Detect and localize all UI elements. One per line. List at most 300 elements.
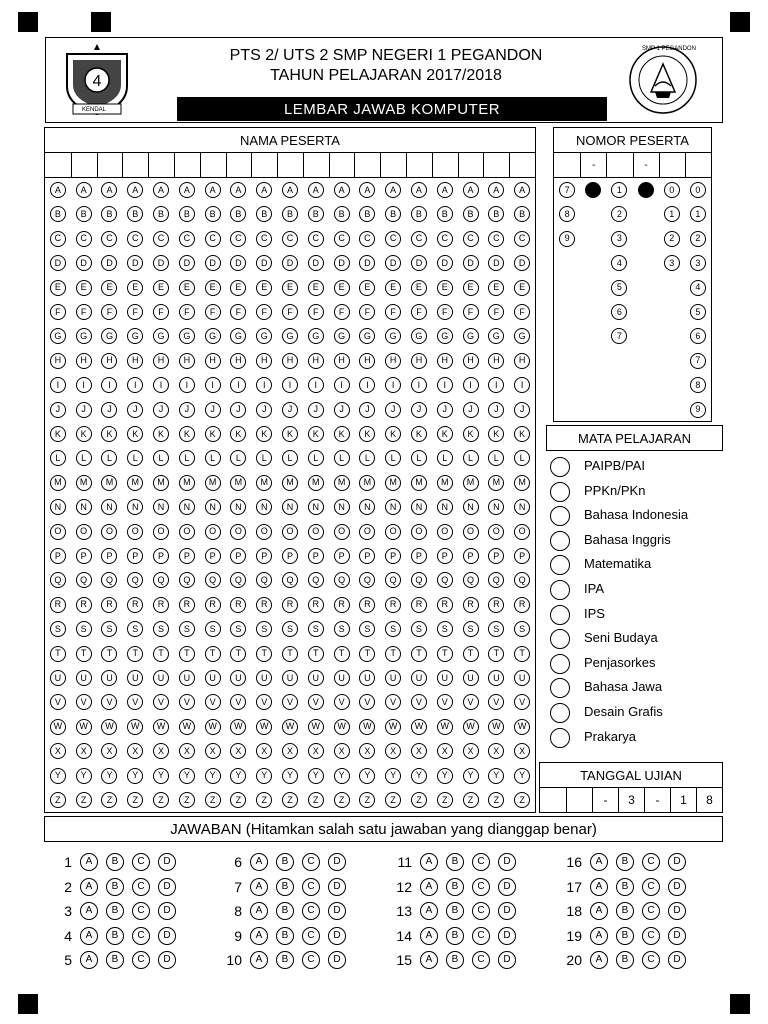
answer-bubble-c[interactable]: C [132, 878, 150, 896]
nama-bubble-e[interactable]: E [411, 280, 427, 296]
nama-bubble-y[interactable]: Y [282, 768, 298, 784]
nama-bubble-b[interactable]: B [514, 206, 530, 222]
nama-bubble-n[interactable]: N [256, 499, 272, 515]
nama-bubble-v[interactable]: V [205, 694, 221, 710]
nama-bubble-x[interactable]: X [153, 743, 169, 759]
nama-bubble-e[interactable]: E [205, 280, 221, 296]
subject-option[interactable] [546, 553, 723, 575]
answer-bubble-d[interactable]: D [668, 927, 686, 945]
nama-bubble-d[interactable]: D [411, 255, 427, 271]
nama-bubble-v[interactable]: V [50, 694, 66, 710]
nama-bubble-e[interactable]: E [230, 280, 246, 296]
nomor-bubble-8[interactable]: 8 [690, 377, 706, 393]
nama-bubble-r[interactable]: R [463, 597, 479, 613]
nama-bubble-h[interactable]: H [153, 353, 169, 369]
nomor-digit-box[interactable]: - [633, 153, 659, 177]
nama-bubble-y[interactable]: Y [205, 768, 221, 784]
nama-bubble-i[interactable]: I [385, 377, 401, 393]
nomor-bubble-9[interactable]: 9 [559, 231, 575, 247]
nama-bubble-u[interactable]: U [101, 670, 117, 686]
nama-bubble-k[interactable]: K [127, 426, 143, 442]
nama-bubble-i[interactable]: I [359, 377, 375, 393]
nama-bubble-c[interactable]: C [101, 231, 117, 247]
nama-bubble-m[interactable]: M [127, 475, 143, 491]
nama-bubble-k[interactable]: K [179, 426, 195, 442]
nama-bubble-i[interactable]: I [463, 377, 479, 393]
nama-bubble-i[interactable]: I [514, 377, 530, 393]
nama-bubble-t[interactable]: T [463, 646, 479, 662]
subject-option[interactable] [546, 455, 723, 477]
nama-bubble-m[interactable]: M [308, 475, 324, 491]
nama-bubble-z[interactable]: Z [50, 792, 66, 808]
nama-bubble-x[interactable]: X [334, 743, 350, 759]
nama-bubble-v[interactable]: V [153, 694, 169, 710]
nama-bubble-a[interactable]: A [205, 182, 221, 198]
nama-bubble-g[interactable]: G [101, 328, 117, 344]
answer-bubble-b[interactable]: B [616, 902, 634, 920]
nama-bubble-q[interactable]: Q [205, 572, 221, 588]
nama-bubble-f[interactable]: F [179, 304, 195, 320]
nama-bubble-a[interactable]: A [127, 182, 143, 198]
nomor-bubble-7[interactable]: 7 [690, 353, 706, 369]
answer-bubble-b[interactable]: B [276, 853, 294, 871]
nama-bubble-t[interactable]: T [308, 646, 324, 662]
nama-bubble-n[interactable]: N [282, 499, 298, 515]
nama-bubble-w[interactable]: W [76, 719, 92, 735]
nama-bubble-w[interactable]: W [514, 719, 530, 735]
nama-bubble-s[interactable]: S [411, 621, 427, 637]
nama-bubble-n[interactable]: N [153, 499, 169, 515]
nama-bubble-w[interactable]: W [282, 719, 298, 735]
nama-bubble-h[interactable]: H [463, 353, 479, 369]
nama-bubble-z[interactable]: Z [334, 792, 350, 808]
nama-bubble-w[interactable]: W [437, 719, 453, 735]
nama-bubble-s[interactable]: S [101, 621, 117, 637]
nama-bubble-b[interactable]: B [359, 206, 375, 222]
nama-bubble-u[interactable]: U [385, 670, 401, 686]
nama-bubble-y[interactable]: Y [411, 768, 427, 784]
nama-bubble-j[interactable]: J [205, 402, 221, 418]
nama-bubble-w[interactable]: W [179, 719, 195, 735]
nama-bubble-h[interactable]: H [514, 353, 530, 369]
nama-bubble-c[interactable]: C [308, 231, 324, 247]
nama-bubble-s[interactable]: S [153, 621, 169, 637]
nama-bubble-a[interactable]: A [179, 182, 195, 198]
nama-bubble-q[interactable]: Q [385, 572, 401, 588]
nama-bubble-n[interactable]: N [334, 499, 350, 515]
nomor-bubble-1[interactable]: 1 [690, 206, 706, 222]
answer-bubble-a[interactable]: A [590, 951, 608, 969]
tanggal-box[interactable]: - [592, 788, 618, 812]
nama-bubble-l[interactable]: L [101, 450, 117, 466]
nama-bubble-l[interactable]: L [437, 450, 453, 466]
nama-bubble-f[interactable]: F [153, 304, 169, 320]
subject-option[interactable] [546, 529, 723, 551]
nama-bubble-y[interactable]: Y [230, 768, 246, 784]
nama-bubble-c[interactable]: C [127, 231, 143, 247]
nama-bubble-h[interactable]: H [256, 353, 272, 369]
nama-bubble-t[interactable]: T [411, 646, 427, 662]
nama-bubble-d[interactable]: D [256, 255, 272, 271]
nama-bubble-k[interactable]: K [76, 426, 92, 442]
nama-bubble-g[interactable]: G [230, 328, 246, 344]
nama-bubble-d[interactable]: D [230, 255, 246, 271]
answer-bubble-c[interactable]: C [642, 902, 660, 920]
nama-bubble-l[interactable]: L [256, 450, 272, 466]
nama-bubble-o[interactable]: O [282, 524, 298, 540]
nama-bubble-p[interactable]: P [230, 548, 246, 564]
nama-bubble-c[interactable]: C [256, 231, 272, 247]
nama-bubble-v[interactable]: V [385, 694, 401, 710]
nama-bubble-r[interactable]: R [308, 597, 324, 613]
nama-bubble-u[interactable]: U [282, 670, 298, 686]
nama-bubble-i[interactable]: I [179, 377, 195, 393]
nama-bubble-p[interactable]: P [127, 548, 143, 564]
nama-bubble-h[interactable]: H [101, 353, 117, 369]
nama-bubble-l[interactable]: L [514, 450, 530, 466]
answer-bubble-b[interactable]: B [276, 927, 294, 945]
nama-bubble-i[interactable]: I [308, 377, 324, 393]
answer-bubble-d[interactable]: D [328, 902, 346, 920]
subject-bubble[interactable] [550, 555, 570, 575]
nama-bubble-m[interactable]: M [385, 475, 401, 491]
nama-bubble-z[interactable]: Z [230, 792, 246, 808]
nama-bubble-e[interactable]: E [385, 280, 401, 296]
nama-bubble-x[interactable]: X [282, 743, 298, 759]
nama-bubble-t[interactable]: T [230, 646, 246, 662]
nama-bubble-n[interactable]: N [437, 499, 453, 515]
nomor-bubble-7[interactable]: 7 [559, 182, 575, 198]
nama-bubble-j[interactable]: J [385, 402, 401, 418]
nama-bubble-y[interactable]: Y [334, 768, 350, 784]
nama-bubble-d[interactable]: D [205, 255, 221, 271]
nama-bubble-f[interactable]: F [385, 304, 401, 320]
nama-bubble-p[interactable]: P [256, 548, 272, 564]
nama-bubble-i[interactable]: I [205, 377, 221, 393]
answer-bubble-a[interactable]: A [420, 902, 438, 920]
nama-bubble-t[interactable]: T [127, 646, 143, 662]
nama-bubble-k[interactable]: K [205, 426, 221, 442]
nama-bubble-z[interactable]: Z [488, 792, 504, 808]
nomor-bubble-2[interactable]: 2 [611, 206, 627, 222]
nama-bubble-u[interactable]: U [179, 670, 195, 686]
nama-bubble-k[interactable]: K [385, 426, 401, 442]
nama-bubble-m[interactable]: M [50, 475, 66, 491]
answer-bubble-c[interactable]: C [472, 853, 490, 871]
nama-bubble-h[interactable]: H [334, 353, 350, 369]
nama-bubble-p[interactable]: P [463, 548, 479, 564]
answer-bubble-c[interactable]: C [302, 902, 320, 920]
nama-bubble-s[interactable]: S [437, 621, 453, 637]
nama-bubble-y[interactable]: Y [359, 768, 375, 784]
nama-bubble-r[interactable]: R [50, 597, 66, 613]
nama-bubble-d[interactable]: D [179, 255, 195, 271]
nama-bubble-x[interactable]: X [76, 743, 92, 759]
nama-bubble-w[interactable]: W [127, 719, 143, 735]
tanggal-box[interactable] [566, 788, 592, 812]
nama-bubble-c[interactable]: C [50, 231, 66, 247]
nama-bubble-x[interactable]: X [514, 743, 530, 759]
nama-bubble-a[interactable]: A [230, 182, 246, 198]
answer-bubble-b[interactable]: B [446, 927, 464, 945]
answer-bubble-c[interactable]: C [472, 951, 490, 969]
nama-bubble-o[interactable]: O [256, 524, 272, 540]
nama-bubble-f[interactable]: F [230, 304, 246, 320]
nama-bubble-b[interactable]: B [411, 206, 427, 222]
answer-bubble-a[interactable]: A [250, 853, 268, 871]
nama-bubble-s[interactable]: S [334, 621, 350, 637]
nama-bubble-q[interactable]: Q [488, 572, 504, 588]
answer-bubble-d[interactable]: D [328, 951, 346, 969]
nama-bubble-q[interactable]: Q [127, 572, 143, 588]
nama-bubble-f[interactable]: F [50, 304, 66, 320]
nama-bubble-c[interactable]: C [205, 231, 221, 247]
nama-bubble-k[interactable]: K [282, 426, 298, 442]
tanggal-box[interactable]: 3 [618, 788, 644, 812]
nama-bubble-z[interactable]: Z [411, 792, 427, 808]
answer-bubble-a[interactable]: A [250, 927, 268, 945]
nama-bubble-u[interactable]: U [359, 670, 375, 686]
nama-bubble-h[interactable]: H [76, 353, 92, 369]
nama-bubble-p[interactable]: P [334, 548, 350, 564]
nama-bubble-a[interactable]: A [437, 182, 453, 198]
nama-bubble-g[interactable]: G [463, 328, 479, 344]
nama-bubble-x[interactable]: X [308, 743, 324, 759]
nama-bubble-w[interactable]: W [308, 719, 324, 735]
subject-bubble[interactable] [550, 703, 570, 723]
nama-bubble-h[interactable]: H [411, 353, 427, 369]
subject-option[interactable] [546, 504, 723, 526]
nama-bubble-d[interactable]: D [127, 255, 143, 271]
nama-bubble-b[interactable]: B [76, 206, 92, 222]
nama-bubble-h[interactable]: H [488, 353, 504, 369]
nama-bubble-n[interactable]: N [205, 499, 221, 515]
nama-bubble-x[interactable]: X [205, 743, 221, 759]
nama-bubble-h[interactable]: H [359, 353, 375, 369]
nama-bubble-f[interactable]: F [127, 304, 143, 320]
subject-option[interactable] [546, 726, 723, 748]
answer-bubble-b[interactable]: B [276, 951, 294, 969]
nama-bubble-f[interactable]: F [205, 304, 221, 320]
nama-bubble-m[interactable]: M [153, 475, 169, 491]
nama-bubble-u[interactable]: U [463, 670, 479, 686]
nama-bubble-i[interactable]: I [101, 377, 117, 393]
nama-bubble-x[interactable]: X [230, 743, 246, 759]
nama-bubble-e[interactable]: E [437, 280, 453, 296]
nama-bubble-v[interactable]: V [127, 694, 143, 710]
nama-bubble-r[interactable]: R [205, 597, 221, 613]
nama-bubble-q[interactable]: Q [411, 572, 427, 588]
nama-bubble-a[interactable]: A [101, 182, 117, 198]
nama-bubble-m[interactable]: M [514, 475, 530, 491]
nama-bubble-o[interactable]: O [76, 524, 92, 540]
subject-option[interactable] [546, 701, 723, 723]
nama-bubble-r[interactable]: R [230, 597, 246, 613]
nama-bubble-s[interactable]: S [359, 621, 375, 637]
answer-bubble-c[interactable]: C [472, 927, 490, 945]
nama-bubble-v[interactable]: V [463, 694, 479, 710]
nama-bubble-l[interactable]: L [282, 450, 298, 466]
nama-bubble-h[interactable]: H [230, 353, 246, 369]
nama-bubble-s[interactable]: S [230, 621, 246, 637]
subject-bubble[interactable] [550, 629, 570, 649]
nama-bubble-t[interactable]: T [153, 646, 169, 662]
nama-bubble-u[interactable]: U [514, 670, 530, 686]
nama-bubble-r[interactable]: R [101, 597, 117, 613]
nama-bubble-p[interactable]: P [76, 548, 92, 564]
nama-bubble-j[interactable]: J [463, 402, 479, 418]
nama-bubble-m[interactable]: M [256, 475, 272, 491]
nama-bubble-j[interactable]: J [256, 402, 272, 418]
nama-bubble-e[interactable]: E [359, 280, 375, 296]
nama-bubble-o[interactable]: O [308, 524, 324, 540]
answer-bubble-a[interactable]: A [80, 878, 98, 896]
nama-bubble-f[interactable]: F [101, 304, 117, 320]
nama-bubble-i[interactable]: I [50, 377, 66, 393]
nomor-digit-box[interactable] [659, 153, 685, 177]
nama-bubble-f[interactable]: F [359, 304, 375, 320]
nama-bubble-a[interactable]: A [514, 182, 530, 198]
nama-bubble-q[interactable]: Q [463, 572, 479, 588]
nama-bubble-q[interactable]: Q [50, 572, 66, 588]
nama-bubble-z[interactable]: Z [153, 792, 169, 808]
nama-bubble-v[interactable]: V [488, 694, 504, 710]
nama-bubble-s[interactable]: S [50, 621, 66, 637]
answer-bubble-a[interactable]: A [80, 902, 98, 920]
nama-bubble-w[interactable]: W [334, 719, 350, 735]
nama-bubble-b[interactable]: B [205, 206, 221, 222]
nama-bubble-p[interactable]: P [153, 548, 169, 564]
nama-bubble-n[interactable]: N [308, 499, 324, 515]
nama-bubble-w[interactable]: W [153, 719, 169, 735]
nama-bubble-j[interactable]: J [76, 402, 92, 418]
nama-bubble-l[interactable]: L [127, 450, 143, 466]
answer-bubble-a[interactable]: A [420, 951, 438, 969]
nama-bubble-e[interactable]: E [127, 280, 143, 296]
nama-bubble-o[interactable]: O [101, 524, 117, 540]
nama-bubble-a[interactable]: A [256, 182, 272, 198]
nama-bubble-c[interactable]: C [514, 231, 530, 247]
answer-bubble-a[interactable]: A [590, 902, 608, 920]
nama-bubble-f[interactable]: F [514, 304, 530, 320]
nama-bubble-t[interactable]: T [50, 646, 66, 662]
subject-option[interactable] [546, 480, 723, 502]
nama-bubble-n[interactable]: N [179, 499, 195, 515]
answer-bubble-b[interactable]: B [616, 878, 634, 896]
nama-bubble-l[interactable]: L [463, 450, 479, 466]
nama-bubble-o[interactable]: O [127, 524, 143, 540]
answer-bubble-d[interactable]: D [668, 853, 686, 871]
nama-bubble-t[interactable]: T [437, 646, 453, 662]
nama-bubble-u[interactable]: U [153, 670, 169, 686]
nama-bubble-j[interactable]: J [179, 402, 195, 418]
nama-bubble-s[interactable]: S [205, 621, 221, 637]
nama-bubble-s[interactable]: S [282, 621, 298, 637]
answer-bubble-c[interactable]: C [642, 853, 660, 871]
answer-bubble-b[interactable]: B [106, 902, 124, 920]
answer-bubble-d[interactable]: D [668, 902, 686, 920]
nama-bubble-e[interactable]: E [334, 280, 350, 296]
nama-bubble-w[interactable]: W [385, 719, 401, 735]
nama-bubble-h[interactable]: H [282, 353, 298, 369]
nama-bubble-v[interactable]: V [437, 694, 453, 710]
nama-bubble-p[interactable]: P [359, 548, 375, 564]
nama-bubble-c[interactable]: C [334, 231, 350, 247]
answer-bubble-b[interactable]: B [106, 951, 124, 969]
nama-bubble-x[interactable]: X [50, 743, 66, 759]
nama-bubble-n[interactable]: N [230, 499, 246, 515]
answer-bubble-b[interactable]: B [616, 927, 634, 945]
nama-bubble-v[interactable]: V [179, 694, 195, 710]
nama-bubble-f[interactable]: F [463, 304, 479, 320]
nomor-filled-bubble[interactable] [585, 182, 601, 198]
nama-bubble-t[interactable]: T [488, 646, 504, 662]
nama-bubble-z[interactable]: Z [205, 792, 221, 808]
nama-bubble-z[interactable]: Z [437, 792, 453, 808]
nama-bubble-n[interactable]: N [76, 499, 92, 515]
nomor-bubble-7[interactable]: 7 [611, 328, 627, 344]
nama-bubble-t[interactable]: T [514, 646, 530, 662]
nama-bubble-l[interactable]: L [205, 450, 221, 466]
nama-bubble-z[interactable]: Z [385, 792, 401, 808]
nama-bubble-i[interactable]: I [153, 377, 169, 393]
nama-bubble-o[interactable]: O [334, 524, 350, 540]
nomor-bubble-2[interactable]: 2 [664, 231, 680, 247]
nama-bubble-a[interactable]: A [153, 182, 169, 198]
nama-bubble-a[interactable]: A [334, 182, 350, 198]
nama-bubble-g[interactable]: G [179, 328, 195, 344]
answer-bubble-c[interactable]: C [132, 853, 150, 871]
subject-option[interactable] [546, 578, 723, 600]
nama-bubble-c[interactable]: C [76, 231, 92, 247]
nama-bubble-b[interactable]: B [101, 206, 117, 222]
nama-bubble-z[interactable]: Z [101, 792, 117, 808]
nama-bubble-f[interactable]: F [488, 304, 504, 320]
answer-bubble-b[interactable]: B [446, 902, 464, 920]
nama-bubble-r[interactable]: R [488, 597, 504, 613]
nama-bubble-x[interactable]: X [463, 743, 479, 759]
answer-bubble-b[interactable]: B [106, 853, 124, 871]
answer-bubble-a[interactable]: A [250, 878, 268, 896]
nama-bubble-w[interactable]: W [50, 719, 66, 735]
nama-bubble-b[interactable]: B [308, 206, 324, 222]
nama-bubble-d[interactable]: D [488, 255, 504, 271]
nama-bubble-k[interactable]: K [50, 426, 66, 442]
nama-bubble-l[interactable]: L [359, 450, 375, 466]
nama-bubble-p[interactable]: P [488, 548, 504, 564]
nama-bubble-g[interactable]: G [488, 328, 504, 344]
nama-bubble-i[interactable]: I [230, 377, 246, 393]
nama-bubble-s[interactable]: S [488, 621, 504, 637]
nama-bubble-p[interactable]: P [308, 548, 324, 564]
answer-bubble-d[interactable]: D [498, 902, 516, 920]
nama-bubble-n[interactable]: N [488, 499, 504, 515]
nama-bubble-h[interactable]: H [385, 353, 401, 369]
nama-bubble-a[interactable]: A [282, 182, 298, 198]
nomor-bubble-2[interactable]: 2 [690, 231, 706, 247]
nama-bubble-g[interactable]: G [385, 328, 401, 344]
subject-option[interactable] [546, 627, 723, 649]
answer-bubble-c[interactable]: C [642, 927, 660, 945]
nama-bubble-z[interactable]: Z [359, 792, 375, 808]
subject-bubble[interactable] [550, 482, 570, 502]
nama-bubble-y[interactable]: Y [308, 768, 324, 784]
nama-bubble-a[interactable]: A [76, 182, 92, 198]
nama-bubble-g[interactable]: G [411, 328, 427, 344]
nama-bubble-h[interactable]: H [50, 353, 66, 369]
nama-bubble-w[interactable]: W [463, 719, 479, 735]
nama-bubble-j[interactable]: J [334, 402, 350, 418]
